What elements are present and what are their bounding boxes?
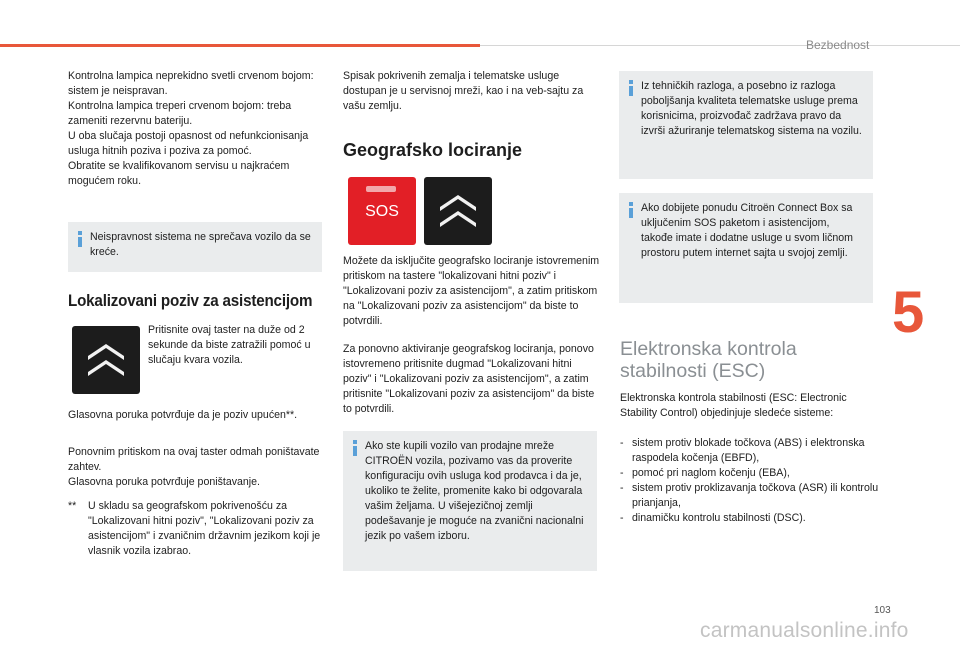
col1-intro-line: Kontrolna lampica treperi crvenom bojom: treba zameniti rezervnu bateriju. bbox=[68, 100, 292, 127]
section-title: Bezbednost bbox=[806, 38, 870, 52]
col3-intro: Elektronska kontrola stabilnosti (ESC: Electronic Stability Control) objedinjuje sledeće sisteme: bbox=[620, 392, 847, 419]
col2-note bbox=[343, 431, 597, 571]
footnote-mark: ** bbox=[68, 500, 77, 512]
col2-paragraph: Za ponovno aktiviranje geografskog lociranja, ponovo istovremeno pritisnite dugmad "Lokalizovani hitni poziv" i "Lokalizovani poziv za asistencijom", a zatim pritisnite "Lokalizovani poziv za asistencijom" da biste to potvrdili. bbox=[343, 343, 595, 415]
info-icon bbox=[351, 440, 359, 456]
col3-note bbox=[619, 193, 873, 303]
col1-paragraph-line: Glasovna poruka potvrđuje poništavanje. bbox=[68, 476, 260, 488]
info-icon bbox=[627, 202, 635, 218]
page-number: 103 bbox=[874, 605, 891, 616]
heading-assistance-call: Lokalizovani poziv za asistencijom bbox=[68, 292, 313, 310]
col2-intro: Spisak pokrivenih zemalja i telematske usluge dostupan je u servisnoj mreži, kao i na veb-sajtu za vašu zemlju. bbox=[343, 70, 584, 112]
assistance-call-button[interactable] bbox=[72, 326, 140, 394]
col1-paragraph bbox=[68, 445, 322, 490]
col1-intro-line: Kontrolna lampica neprekidno svetli crvenom bojom: sistem je neispravan. bbox=[68, 70, 314, 97]
button-instruction: Pritisnite ovaj taster na duže od 2 sekunde da biste zatražili pomoć u slučaju kvara vozila. bbox=[148, 324, 311, 366]
col2-paragraph: Možete da isključite geografsko lociranje istovremenim pritiskom na tastere "lokalizovani hitni poziv" i "Lokalizovani poziv za asistencijom", a zatim pritiskom na "Lokalizovani poziv za asistencijom" da biste to potvrdili. bbox=[343, 255, 600, 327]
header-rule bbox=[480, 45, 960, 46]
col1-intro-line: U oba slučaja postoji opasnost od nefunkcionisanja usluga hitnih poziva i poziva za pomoć. bbox=[68, 130, 309, 157]
list-item: - sistem protiv proklizavanja točkova (ASR) ili kontrolu prianjanja, bbox=[620, 481, 882, 511]
list-item: - pomoć pri naglom kočenju (EBA), bbox=[620, 466, 882, 481]
col3-note bbox=[619, 71, 873, 179]
col1-note bbox=[68, 222, 322, 272]
sos-cover bbox=[366, 186, 396, 192]
info-icon bbox=[627, 80, 635, 96]
esc-systems-list bbox=[620, 436, 882, 526]
sos-button[interactable] bbox=[348, 177, 416, 245]
citroen-chevron-icon bbox=[86, 342, 126, 378]
col3-note-text: Iz tehničkih razloga, a posebno iz razloga poboljšanja kvaliteta telematske usluge prema korisnicima, proizvođač zadržava pravo da izvrši ažuriranje telematskog sistema na vozilu. bbox=[641, 80, 862, 137]
heading-esc: Elektronska kontrola stabilnosti (ESC) bbox=[620, 338, 797, 382]
header-accent-bar bbox=[0, 44, 480, 47]
info-icon bbox=[76, 231, 84, 247]
watermark: carmanualsonline.info bbox=[700, 619, 909, 642]
footnote bbox=[68, 499, 330, 579]
citroen-chevron-icon bbox=[438, 193, 478, 229]
col2-note-text: Ako ste kupili vozilo van prodajne mreže CITROËN vozila, pozivamo vas da proverite konfiguraciju ovih usluga kod prodavca i da je, ukoliko te želite, promenite kako bi odgovarala vašim željama. U višejezičnoj zemlji podešavanje je moguće na zvanični nacionalni jezik po vašem izboru. bbox=[365, 440, 584, 542]
col1-intro bbox=[68, 69, 330, 189]
chapter-number: 5 bbox=[892, 280, 925, 345]
col3-note-text: Ako dobijete ponudu Citroën Connect Box sa uključenim SOS paketom i asistencijom, takođe imate i dodatne usluge u svom ličnom prostoru putem internet sajta u svojoj zemlji. bbox=[641, 202, 853, 259]
list-item: - dinamičku kontrolu stabilnosti (DSC). bbox=[620, 511, 882, 526]
footnote-text: U skladu sa geografskom pokrivenošću za "Lokalizovani hitni poziv", "Lokalizovani poziv za asistencijom" i zvaničnim državnim jezikom koji je vlasnik vozila izabrao. bbox=[88, 500, 321, 557]
col1-paragraph-line: Ponovnim pritiskom na ovaj taster odmah poništavate zahtev. bbox=[68, 446, 320, 473]
list-item: - sistem protiv blokade točkova (ABS) i elektronska raspodela kočenja (EBFD), bbox=[620, 436, 882, 466]
heading-geolocation: Geografsko lociranje bbox=[343, 140, 523, 160]
col1-intro-line: Obratite se kvalifikovanom servisu u najkraćem mogućem roku. bbox=[68, 160, 290, 187]
sos-label: SOS bbox=[365, 203, 399, 220]
assistance-call-button[interactable] bbox=[424, 177, 492, 245]
col1-paragraph: Glasovna poruka potvrđuje da je poziv upućen**. bbox=[68, 409, 298, 421]
col1-note-text: Neispravnost sistema ne sprečava vozilo da se kreće. bbox=[90, 231, 311, 258]
